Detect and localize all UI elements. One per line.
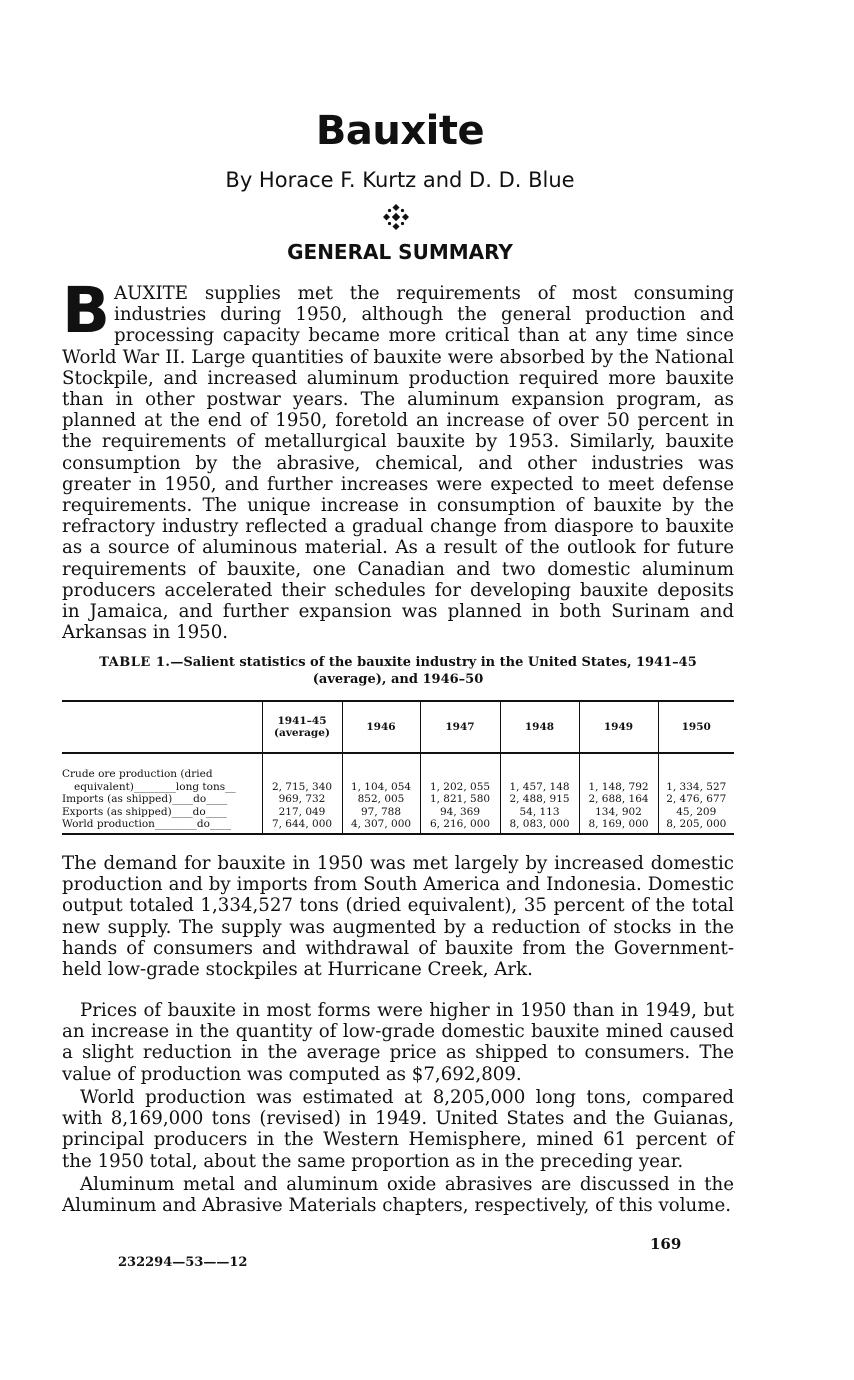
drop-cap: B bbox=[62, 274, 111, 347]
table-cell: 6, 216, 000 bbox=[429, 818, 491, 830]
table-cell: 7, 644, 000 bbox=[271, 818, 333, 830]
table-cell: 969, 732 bbox=[278, 793, 326, 805]
table-cell: 1, 334, 527 bbox=[666, 780, 727, 793]
section-heading: GENERAL SUMMARY bbox=[287, 240, 513, 264]
table-cell: 8, 205, 000 bbox=[666, 818, 727, 830]
column-values bbox=[658, 753, 734, 834]
column-values bbox=[262, 753, 342, 834]
table-cell: 217, 049 bbox=[278, 805, 326, 818]
table-cell: 45, 209 bbox=[676, 805, 717, 818]
column-values bbox=[342, 753, 420, 834]
table-cell: 8, 169, 000 bbox=[588, 818, 649, 830]
row-label: Imports (as shipped)____do____ bbox=[62, 793, 228, 805]
table-cell: 8, 083, 000 bbox=[509, 818, 570, 830]
page-title: Bauxite bbox=[315, 108, 485, 154]
column-values bbox=[579, 753, 658, 834]
world-production-paragraph: World production was estimated at 8,205,000 long tons, compared with 8,169,000 tons (revised) in 1949. United States and the Guianas, principal producers in the Western Hemisphere, mined 61 percent of the 1950 total, about the same proportion as in the preceding year. bbox=[62, 1087, 734, 1172]
table-cell: 1, 148, 792 bbox=[588, 780, 649, 793]
aluminum-paragraph: Aluminum metal and aluminum oxide abrasives are discussed in the Aluminum and Abrasive Materials chapters, respectively, of this volume. bbox=[62, 1174, 734, 1217]
table-cell: 2, 715, 340 bbox=[271, 780, 333, 793]
table-caption-text: —Salient statistics of the bauxite industry in the United States, 1941–45 (average), and 1946–50 bbox=[170, 655, 697, 687]
row-label: Crude ore production (dried bbox=[62, 768, 213, 780]
print-code: 232294—53——12 bbox=[118, 1255, 248, 1270]
author-byline: By Horace F. Kurtz and D. D. Blue bbox=[225, 168, 575, 192]
column-values bbox=[420, 753, 500, 834]
column-values bbox=[500, 753, 579, 834]
column-header: 1949 bbox=[579, 701, 658, 753]
table-cell: 1, 104, 054 bbox=[350, 780, 412, 793]
table-cell: 97, 788 bbox=[360, 805, 402, 818]
table-body-row bbox=[62, 753, 734, 834]
table-cell: 1, 821, 580 bbox=[429, 793, 491, 805]
table-cell: 852, 005 bbox=[357, 793, 405, 805]
column-header: 1946 bbox=[342, 701, 420, 753]
table-cell: 1, 457, 148 bbox=[509, 780, 570, 793]
table-cell: 94, 369 bbox=[439, 805, 481, 818]
row-labels-cell bbox=[62, 753, 262, 834]
column-header: 1948 bbox=[500, 701, 579, 753]
table-header-row bbox=[62, 701, 734, 753]
table-cell: 1, 202, 055 bbox=[429, 780, 491, 793]
row-label: World production________do____ bbox=[62, 818, 231, 830]
row-label: Exports (as shipped)____do____ bbox=[62, 805, 227, 818]
ornament-icon bbox=[383, 204, 409, 230]
demand-paragraph: The demand for bauxite in 1950 was met largely by increased domestic production and by imports from South America and Indonesia. Domestic output totaled 1,334,527 tons (dried equivalent), 35 percent of the total new supply. The supply was augmented by a reduction of stocks in the hands of consumers and withdrawal of bauxite from the Government-held low-grade stockpiles at Hurricane Creek, Ark. bbox=[62, 853, 734, 981]
table-cell: 2, 488, 915 bbox=[509, 793, 570, 805]
table-cell: 2, 688, 164 bbox=[588, 793, 649, 805]
table-cell: 4, 307, 000 bbox=[350, 818, 412, 830]
table-caption-label: TABLE 1. bbox=[99, 655, 171, 670]
table-cell: 134, 902 bbox=[595, 805, 642, 818]
table-cell: 2, 476, 677 bbox=[666, 793, 727, 805]
intro-text: AUXITE supplies met the requirements of most consuming industries during 1950, although the general production and processing capacity became more critical than at any time since World War II. Large quantities of bauxite were absorbed by the National Stockpile, and increased aluminum production required more bauxite than in other postwar years. The aluminum expansion program, as planned at the end of 1950, foretold an increase of over 50 percent in the requirements of metallurgical bauxite by 1953. Similarly, bauxite consumption by the abrasive, chemical, and other industries was greater in 1950, and further increases were expected to meet defense requirements. The unique increase in consumption of bauxite by the refractory industry reflected a gradual change from diaspore to bauxite as a source of aluminous material. As a result of the outlook for future requirements of bauxite, one Canadian and two domestic aluminum producers accelerated their schedules for developing bauxite deposits in Jamaica, and further expansion was planned in both Surinam and Arkansas in 1950. bbox=[62, 283, 734, 644]
prices-paragraph: Prices of bauxite in most forms were higher in 1950 than in 1949, but an increase in the quantity of low-grade domestic bauxite mined caused a slight reduction in the average price as shipped to consumers. The value of production was computed as $7,692,809. bbox=[62, 1000, 734, 1085]
column-header: 1950 bbox=[658, 701, 734, 753]
column-header: 1941–45 (average) bbox=[262, 701, 342, 753]
salient-statistics-table bbox=[62, 700, 734, 835]
column-header: 1947 bbox=[420, 701, 500, 753]
intro-paragraph bbox=[62, 274, 734, 644]
row-label: equivalent)________long tons__ bbox=[74, 780, 236, 793]
header-label-cell bbox=[62, 701, 262, 753]
page-number: 169 bbox=[650, 1235, 682, 1253]
table-caption bbox=[62, 654, 734, 688]
table-cell: 54, 113 bbox=[519, 805, 560, 818]
